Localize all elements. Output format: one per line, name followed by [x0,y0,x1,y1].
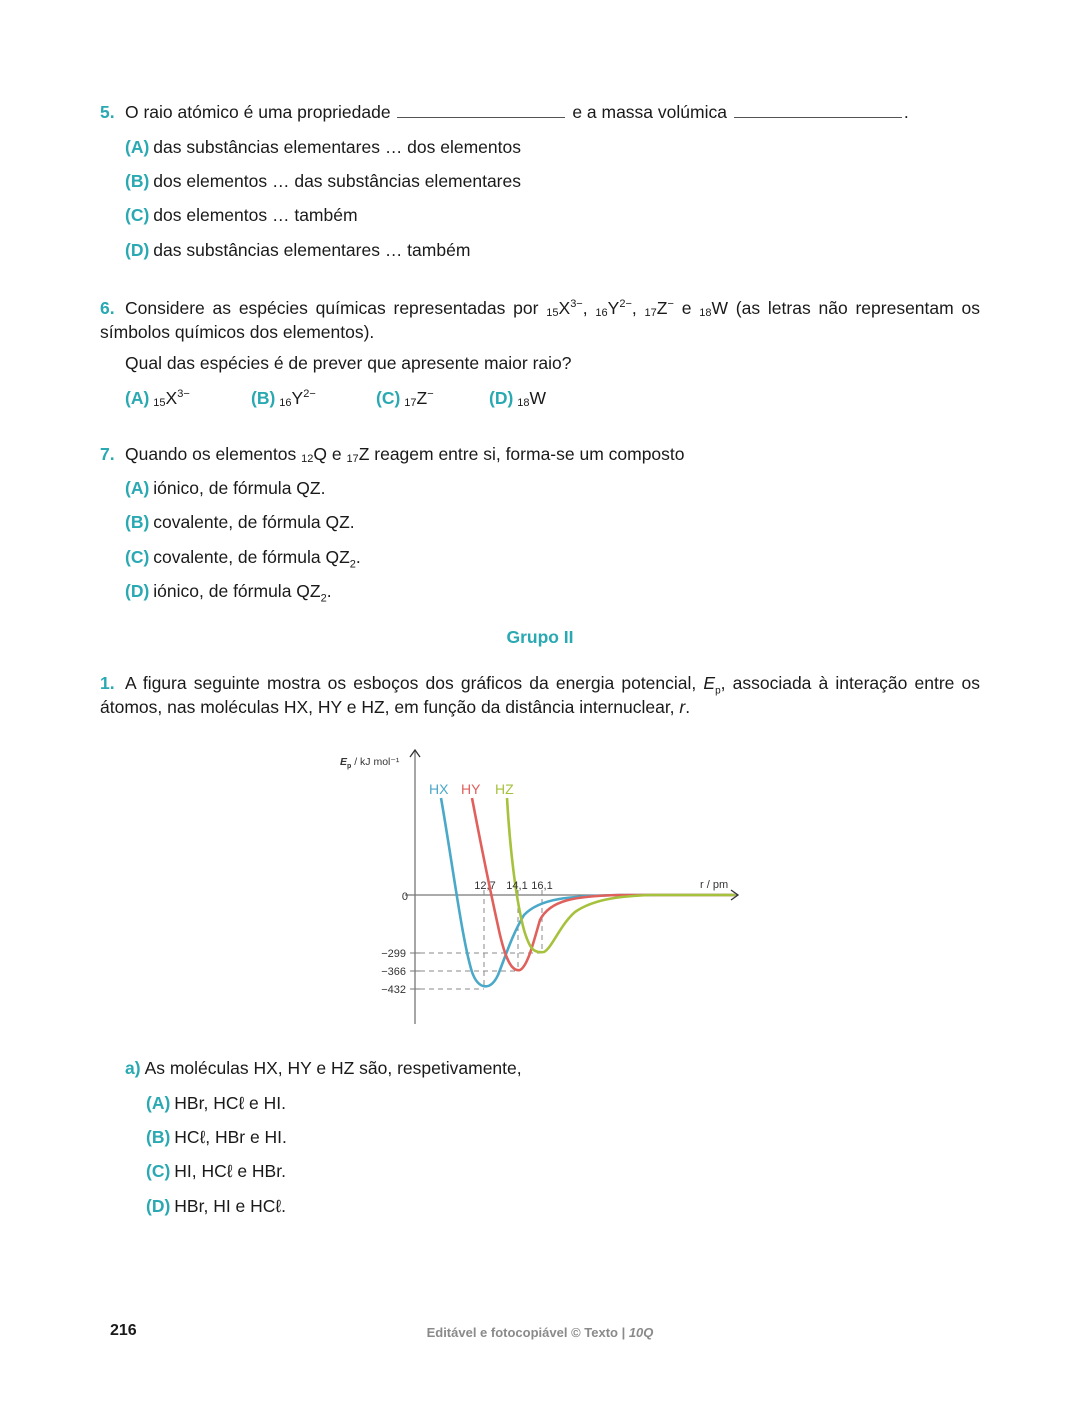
question-number: 7. [100,444,115,464]
x-tick-12-7: 12,7 [474,880,496,892]
group-title: Grupo II [506,627,574,647]
option-d[interactable]: (D) iónico, de fórmula $QZ_2$. [125,581,332,605]
option-d[interactable]: (D) $_{18}$W [489,388,547,409]
curve-hx [441,798,735,986]
option-text: das substâncias elementares … também [153,240,471,260]
question-7: 7. Quando os elementos $_{12}$Q e $_{17}$Z reagem entre si, forma-se um composto [100,444,685,465]
option-a[interactable]: (A) iónico, de fórmula QZ. [125,478,326,498]
option-letter: (D) [125,240,150,260]
series-label-hx: HX [429,781,449,797]
species-w: $_{18}$W [699,298,729,319]
question-prompt: Qual das espécies é de prever que apresente maior raio? [125,353,572,373]
sub-question-a: a) As moléculas HX, HY e HZ são, respetivamente, [125,1058,522,1078]
question-stem: Considere as espécies químicas representadas por [125,298,539,318]
question-stem-part2: e a massa volúmica [572,102,727,122]
x-tick-14-1: 14,1 [506,880,528,892]
stem-period: . [903,102,909,122]
species-y: $_{16}Y^{2-}$ [595,298,632,319]
question-number: 6. [100,298,115,318]
y-tick-432: −432 [381,984,406,996]
guide-lines [420,890,542,989]
option-c[interactable]: (C) covalente, de fórmula $QZ_2$. [125,547,361,571]
question-number: 5. [100,102,115,122]
option-letter: (B) [125,171,150,191]
question-6: 6. Considere as espécies químicas representadas por $_{15}X^{3-}$, $_{16}Y^{2-}$, $_{17}$Z− e $_{18}$W (as letras não representam os símbolos químicos dos elementos). [100,298,980,342]
option-c[interactable]: (C) $_{17}$Z− [376,388,434,409]
group2-question-1: 1. A figura seguinte mostra os esboços dos gráficos da energia potencial, $E_p$, associada à interação entre os átomos, nas moléculas HX, HY e HZ, em função da distância internuclear, r. [100,673,980,717]
y-axis-label: $E_p$ / kJ mol⁻¹ [340,756,400,770]
x-tick-16-1: 16,1 [531,880,553,892]
series-label-hz: HZ [495,781,514,797]
option-c[interactable]: (C) HI, HCℓ e HBr. [146,1161,286,1181]
option-a[interactable]: (A) HBr, HCℓ e HI. [146,1093,286,1113]
species-x: $_{15}X^{3-}$ [546,298,583,319]
y-tick-366: −366 [381,966,406,978]
y-tick-0: 0 [401,891,408,903]
y-tick-299: −299 [381,948,406,960]
series-label-hy: HY [461,781,481,797]
question-stem-part1: O raio atómico é uma propriedade [125,102,391,122]
option-b[interactable]: (B) $_{16}Y^{2-}$ [251,388,316,409]
option-d[interactable]: (D) HBr, HI e HCℓ. [146,1196,286,1216]
curve-hz [507,798,735,952]
option-a[interactable]: (A) $_{15}X^{3-}$ [125,388,190,409]
x-axis-label: r / pm [700,879,729,891]
question-number: 1. [100,673,115,693]
option-b[interactable]: (B) HCℓ, HBr e HI. [146,1127,287,1147]
option-b[interactable]: (B) covalente, de fórmula QZ. [125,512,355,532]
option-text: dos elementos … das substâncias elementares [153,171,521,191]
option-letter: (A) [125,137,150,157]
option-text: das substâncias elementares … dos elementos [153,137,521,157]
footer-credit: Editável e fotocopiável © Texto | 10Q [426,1325,654,1340]
option-text: dos elementos … também [153,205,358,225]
species-z: $_{17}$Z− [644,298,674,319]
page-number: 216 [110,1322,137,1339]
question-stem-tail: (as letras não representam os símbolos químicos dos elementos). [100,298,980,342]
option-letter: (C) [125,205,150,225]
